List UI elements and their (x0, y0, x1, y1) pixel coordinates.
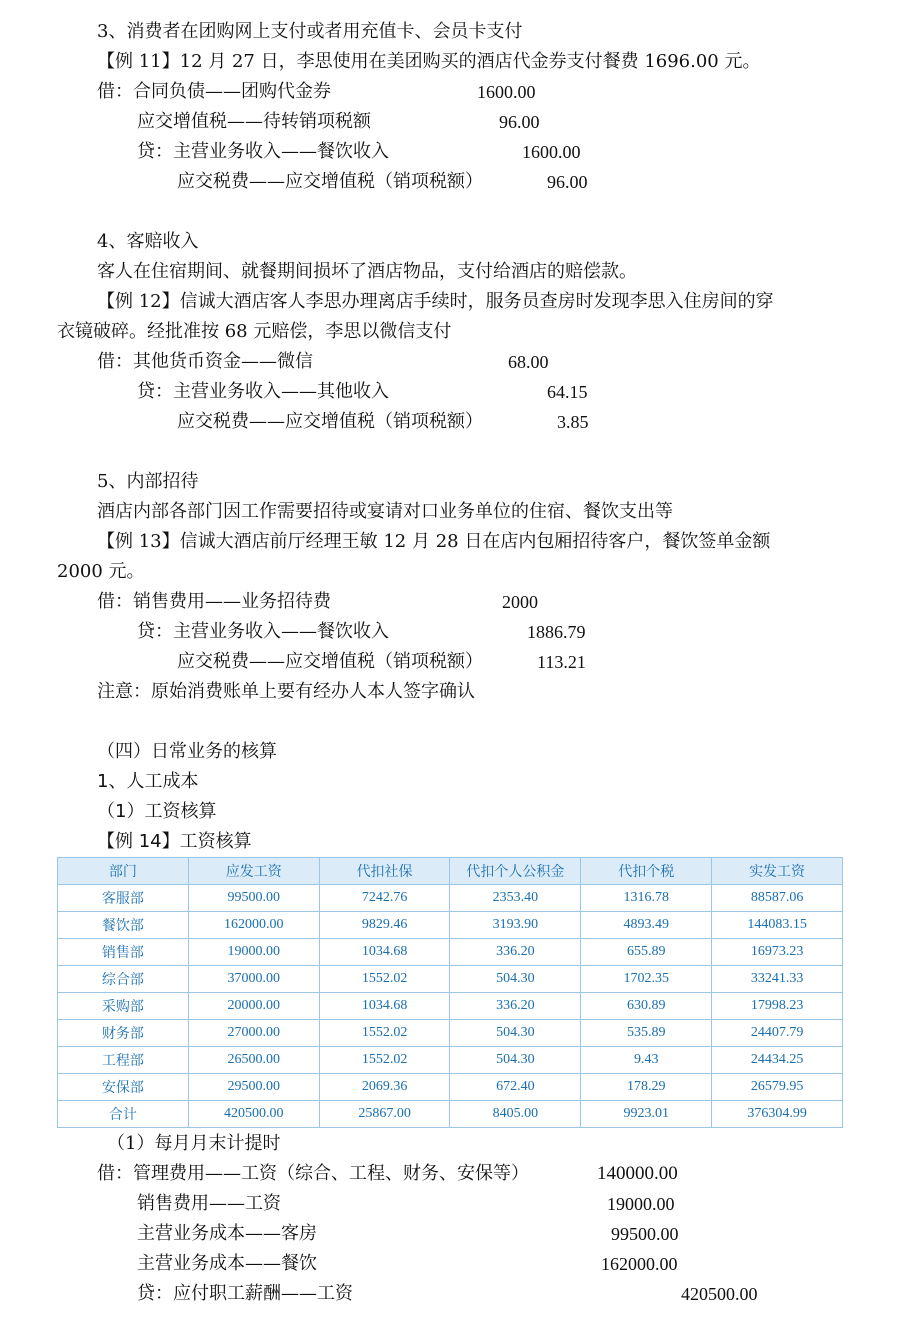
cell-social-insurance: 1034.68 (319, 939, 450, 966)
table-row (58, 1074, 843, 1101)
cell-net-salary: 88587.06 (712, 885, 843, 912)
cell-net-salary: 26579.95 (712, 1074, 843, 1101)
cell-net-salary: 376304.99 (712, 1101, 843, 1128)
journal-entry-amount: 1600.00 (477, 82, 536, 102)
cell-gross-salary: 27000.00 (188, 1020, 319, 1047)
section-5-description: 酒店内部各部门因工作需要招待或宴请对口业务单位的住宿、餐饮支出等 (97, 501, 673, 522)
column-header-income-tax: 代扣个税 (581, 858, 712, 885)
journal-entry-amount: 3.85 (557, 412, 589, 432)
journal-entry-amount: 162000.00 (601, 1254, 678, 1274)
journal-entry-amount: 113.21 (537, 652, 586, 672)
journal-entry-label: 应交税费——应交增值税（销项税额） (177, 411, 483, 432)
cell-gross-salary: 37000.00 (188, 966, 319, 993)
table-row (58, 1047, 843, 1074)
cell-net-salary: 144083.15 (712, 912, 843, 939)
table-header-row (58, 858, 843, 885)
cell-income-tax: 1702.35 (581, 966, 712, 993)
labor-cost-heading: 1、人工成本 (97, 771, 199, 792)
accrual-heading: （1）每月月末计提时 (107, 1133, 281, 1154)
cell-gross-salary: 20000.00 (188, 993, 319, 1020)
section-4-heading: 4、客赔收入 (97, 231, 199, 252)
journal-entry-amount: 99500.00 (611, 1224, 679, 1244)
cell-department: 工程部 (58, 1047, 189, 1074)
cell-housing-fund: 336.20 (450, 993, 581, 1020)
journal-entry-label: 销售费用——工资 (137, 1193, 281, 1214)
cell-department: 安保部 (58, 1074, 189, 1101)
cell-income-tax: 9923.01 (581, 1101, 712, 1128)
cell-housing-fund: 504.30 (450, 1047, 581, 1074)
cell-department: 采购部 (58, 993, 189, 1020)
table-row (58, 912, 843, 939)
cell-social-insurance: 2069.36 (319, 1074, 450, 1101)
journal-entry-amount: 68.00 (508, 352, 549, 372)
journal-entry-amount: 19000.00 (607, 1194, 675, 1214)
cell-social-insurance: 7242.76 (319, 885, 450, 912)
cell-net-salary: 17998.23 (712, 993, 843, 1020)
cell-income-tax: 178.29 (581, 1074, 712, 1101)
table-row (58, 966, 843, 993)
column-header-gross-salary: 应发工资 (188, 858, 319, 885)
journal-entry-label: 应交增值税——待转销项税额 (137, 111, 371, 132)
journal-entry-amount: 420500.00 (681, 1284, 758, 1304)
cell-housing-fund: 8405.00 (450, 1101, 581, 1128)
cell-income-tax: 1316.78 (581, 885, 712, 912)
section-5-note: 注意：原始消费账单上要有经办人本人签字确认 (97, 681, 475, 702)
salary-table (57, 857, 843, 1128)
cell-social-insurance: 1552.02 (319, 1020, 450, 1047)
journal-entry-label: 借：其他货币资金——微信 (97, 351, 313, 372)
example-12-text-line1: 【例 12】信诚大酒店客人李思办理离店手续时，服务员查房时发现李思入住房间的穿 (97, 291, 774, 312)
cell-housing-fund: 504.30 (450, 966, 581, 993)
cell-social-insurance: 1552.02 (319, 966, 450, 993)
journal-entry-label: 应交税费——应交增值税（销项税额） (177, 171, 483, 192)
journal-entry-amount: 2000 (502, 592, 538, 612)
column-header-net-salary: 实发工资 (712, 858, 843, 885)
cell-housing-fund: 336.20 (450, 939, 581, 966)
journal-entry-label: 主营业务成本——客房 (137, 1223, 317, 1244)
cell-net-salary: 24434.25 (712, 1047, 843, 1074)
cell-income-tax: 655.89 (581, 939, 712, 966)
cell-department: 综合部 (58, 966, 189, 993)
section-3-heading: 3、消费者在团购网上支付或者用充值卡、会员卡支付 (97, 21, 523, 42)
cell-income-tax: 535.89 (581, 1020, 712, 1047)
example-14-text: 【例 14】工资核算 (97, 831, 252, 852)
cell-social-insurance: 9829.46 (319, 912, 450, 939)
table-row (58, 993, 843, 1020)
example-13-text-line2: 2000 元。 (57, 561, 145, 582)
journal-entry-amount: 1600.00 (522, 142, 581, 162)
cell-net-salary: 16973.23 (712, 939, 843, 966)
cell-gross-salary: 420500.00 (188, 1101, 319, 1128)
cell-net-salary: 33241.33 (712, 966, 843, 993)
column-header-department: 部门 (58, 858, 189, 885)
journal-entry-label: 借：合同负债——团购代金券 (97, 81, 331, 102)
cell-social-insurance: 1552.02 (319, 1047, 450, 1074)
cell-department: 餐饮部 (58, 912, 189, 939)
example-12-text-line2: 衣镜破碎。经批准按 68 元赔偿，李思以微信支付 (57, 321, 452, 342)
cell-department: 销售部 (58, 939, 189, 966)
journal-entry-amount: 96.00 (547, 172, 588, 192)
journal-entry-label: 贷：主营业务收入——餐饮收入 (137, 621, 389, 642)
journal-entry-label: 主营业务成本——餐饮 (137, 1253, 317, 1274)
cell-housing-fund: 672.40 (450, 1074, 581, 1101)
column-header-social-insurance: 代扣社保 (319, 858, 450, 885)
section-5-heading: 5、内部招待 (97, 471, 199, 492)
journal-entry-amount: 96.00 (499, 112, 540, 132)
cell-gross-salary: 26500.00 (188, 1047, 319, 1074)
journal-entry-label: 借：管理费用——工资（综合、工程、财务、安保等） (97, 1163, 529, 1184)
journal-entry-label: 贷：主营业务收入——其他收入 (137, 381, 389, 402)
cell-gross-salary: 99500.00 (188, 885, 319, 912)
cell-net-salary: 24407.79 (712, 1020, 843, 1047)
cell-housing-fund: 2353.40 (450, 885, 581, 912)
example-13-text-line1: 【例 13】信诚大酒店前厅经理王敏 12 月 28 日在店内包厢招待客户，餐饮签单金额 (97, 531, 771, 552)
example-11-text: 【例 11】12 月 27 日，李思使用在美团购买的酒店代金券支付餐费 1696.00 元。 (97, 51, 761, 72)
cell-gross-salary: 19000.00 (188, 939, 319, 966)
table-total-row (58, 1101, 843, 1128)
cell-housing-fund: 3193.90 (450, 912, 581, 939)
journal-entry-label: 应交税费——应交增值税（销项税额） (177, 651, 483, 672)
cell-housing-fund: 504.30 (450, 1020, 581, 1047)
journal-entry-amount: 64.15 (547, 382, 588, 402)
cell-income-tax: 4893.49 (581, 912, 712, 939)
cell-income-tax: 630.89 (581, 993, 712, 1020)
cell-income-tax: 9.43 (581, 1047, 712, 1074)
salary-accounting-heading: （1）工资核算 (97, 801, 217, 822)
journal-entry-label: 贷：应付职工薪酬——工资 (137, 1283, 353, 1304)
journal-entry-amount: 1886.79 (527, 622, 586, 642)
table-row (58, 1020, 843, 1047)
section-4-description: 客人在住宿期间、就餐期间损坏了酒店物品，支付给酒店的赔偿款。 (97, 261, 637, 282)
cell-gross-salary: 162000.00 (188, 912, 319, 939)
journal-entry-label: 借：销售费用——业务招待费 (97, 591, 331, 612)
table-row (58, 939, 843, 966)
column-header-housing-fund: 代扣个人公积金 (450, 858, 581, 885)
journal-entry-amount: 140000.00 (597, 1163, 678, 1184)
cell-department: 客服部 (58, 885, 189, 912)
table-row (58, 885, 843, 912)
cell-social-insurance: 1034.68 (319, 993, 450, 1020)
cell-gross-salary: 29500.00 (188, 1074, 319, 1101)
cell-department: 合计 (58, 1101, 189, 1128)
cell-department: 财务部 (58, 1020, 189, 1047)
cell-social-insurance: 25867.00 (319, 1101, 450, 1128)
section-daily-heading: （四）日常业务的核算 (97, 741, 277, 762)
journal-entry-label: 贷：主营业务收入——餐饮收入 (137, 141, 389, 162)
